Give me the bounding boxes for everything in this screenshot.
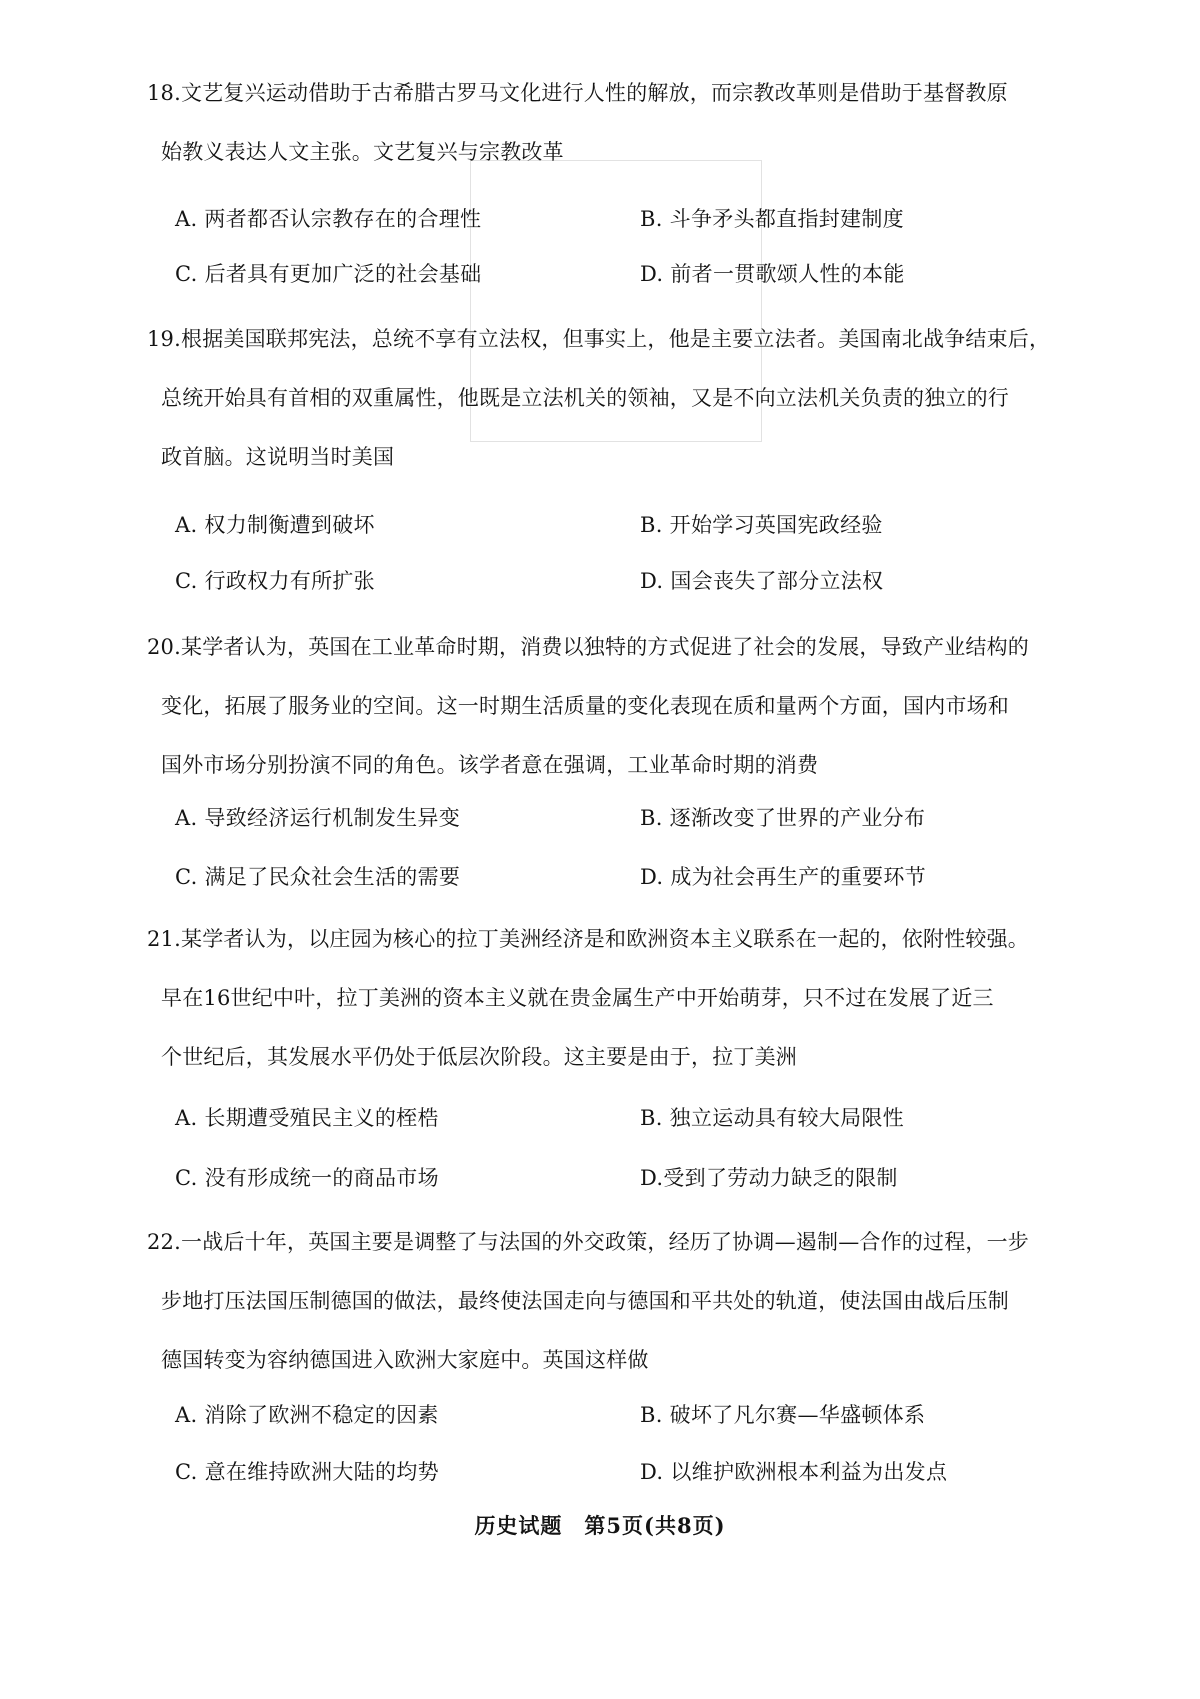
question-19-option-d: D. 国会丧失了部分立法权 <box>640 569 884 593</box>
question-22-option-a: A. 消除了欧洲不稳定的因素 <box>175 1403 439 1427</box>
question-21-option-b: B. 独立运动具有较大局限性 <box>640 1106 904 1130</box>
question-20-option-b: B. 逐渐改变了世界的产业分布 <box>640 806 926 830</box>
question-18-stem <box>147 64 1081 182</box>
question-18-line-2: 始教义表达人文主张。文艺复兴与宗教改革 <box>161 140 564 164</box>
question-20-line-1: 20.某学者认为，英国在工业革命时期，消费以独特的方式促进了社会的发展，导致产业结构的 <box>147 635 1029 659</box>
question-22-line-1: 22.一战后十年，英国主要是调整了与法国的外交政策，经历了协调—遏制—合作的过程，一步 <box>147 1230 1029 1254</box>
question-20-option-d: D. 成为社会再生产的重要环节 <box>640 865 926 889</box>
question-20-stem <box>147 618 1081 795</box>
question-20-line-3: 国外市场分别扮演不同的角色。该学者意在强调，工业革命时期的消费 <box>161 753 819 777</box>
question-21-option-d: D.受到了劳动力缺乏的限制 <box>640 1166 898 1190</box>
question-19-stem <box>147 310 1081 487</box>
question-22-stem <box>147 1213 1081 1390</box>
question-18-option-d: D. 前者一贯歌颂人性的本能 <box>640 262 905 286</box>
question-21-line-1: 21.某学者认为，以庄园为核心的拉丁美洲经济是和欧洲资本主义联系在一起的，依附性较强。 <box>147 927 1029 951</box>
question-22-line-3: 德国转变为容纳德国进入欧洲大家庭中。英国这样做 <box>161 1348 649 1372</box>
question-21-option-a: A. 长期遭受殖民主义的桎梏 <box>175 1106 439 1130</box>
question-19-line-3: 政首脑。这说明当时美国 <box>161 445 395 469</box>
question-22-option-d: D. 以维护欧洲根本利益为出发点 <box>640 1460 948 1484</box>
question-21-stem <box>147 910 1081 1087</box>
question-20-line-2: 变化，拓展了服务业的空间。这一时期生活质量的变化表现在质和量两个方面，国内市场和 <box>161 694 1009 718</box>
page-footer: 历史试题 第5页(共8页) <box>474 1513 726 1538</box>
question-22-option-b: B. 破坏了凡尔赛—华盛顿体系 <box>640 1403 926 1427</box>
question-18-option-b: B. 斗争矛头都直指封建制度 <box>640 207 904 231</box>
question-19-line-1: 19.根据美国联邦宪法，总统不享有立法权，但事实上，他是主要立法者。美国南北战争结束后， <box>147 327 1051 351</box>
question-20-option-c: C. 满足了民众社会生活的需要 <box>175 865 461 889</box>
question-22-line-2: 步地打压法国压制德国的做法，最终使法国走向与德国和平共处的轨道，使法国由战后压制 <box>161 1289 1009 1313</box>
question-20-option-a: A. 导致经济运行机制发生异变 <box>175 806 461 830</box>
question-19-option-a: A. 权力制衡遭到破坏 <box>175 513 375 537</box>
question-18-line-1: 18.文艺复兴运动借助于古希腊古罗马文化进行人性的解放，而宗教改革则是借助于基督教原 <box>147 81 1008 105</box>
question-21-option-c: C. 没有形成统一的商品市场 <box>175 1166 439 1190</box>
question-19-option-b: B. 开始学习英国宪政经验 <box>640 513 883 537</box>
question-19-line-2: 总统开始具有首相的双重属性，他既是立法机关的领袖，又是不向立法机关负责的独立的行 <box>161 386 1009 410</box>
question-22-option-c: C. 意在维持欧洲大陆的均势 <box>175 1460 439 1484</box>
question-21-line-2: 早在16世纪中叶，拉丁美洲的资本主义就在贵金属生产中开始萌芽，只不过在发展了近三 <box>161 986 994 1010</box>
question-18-option-c: C. 后者具有更加广泛的社会基础 <box>175 262 482 286</box>
question-19-option-c: C. 行政权力有所扩张 <box>175 569 375 593</box>
question-18-option-a: A. 两者都否认宗教存在的合理性 <box>175 207 482 231</box>
question-21-line-3: 个世纪后，其发展水平仍处于低层次阶段。这主要是由于，拉丁美洲 <box>161 1045 797 1069</box>
